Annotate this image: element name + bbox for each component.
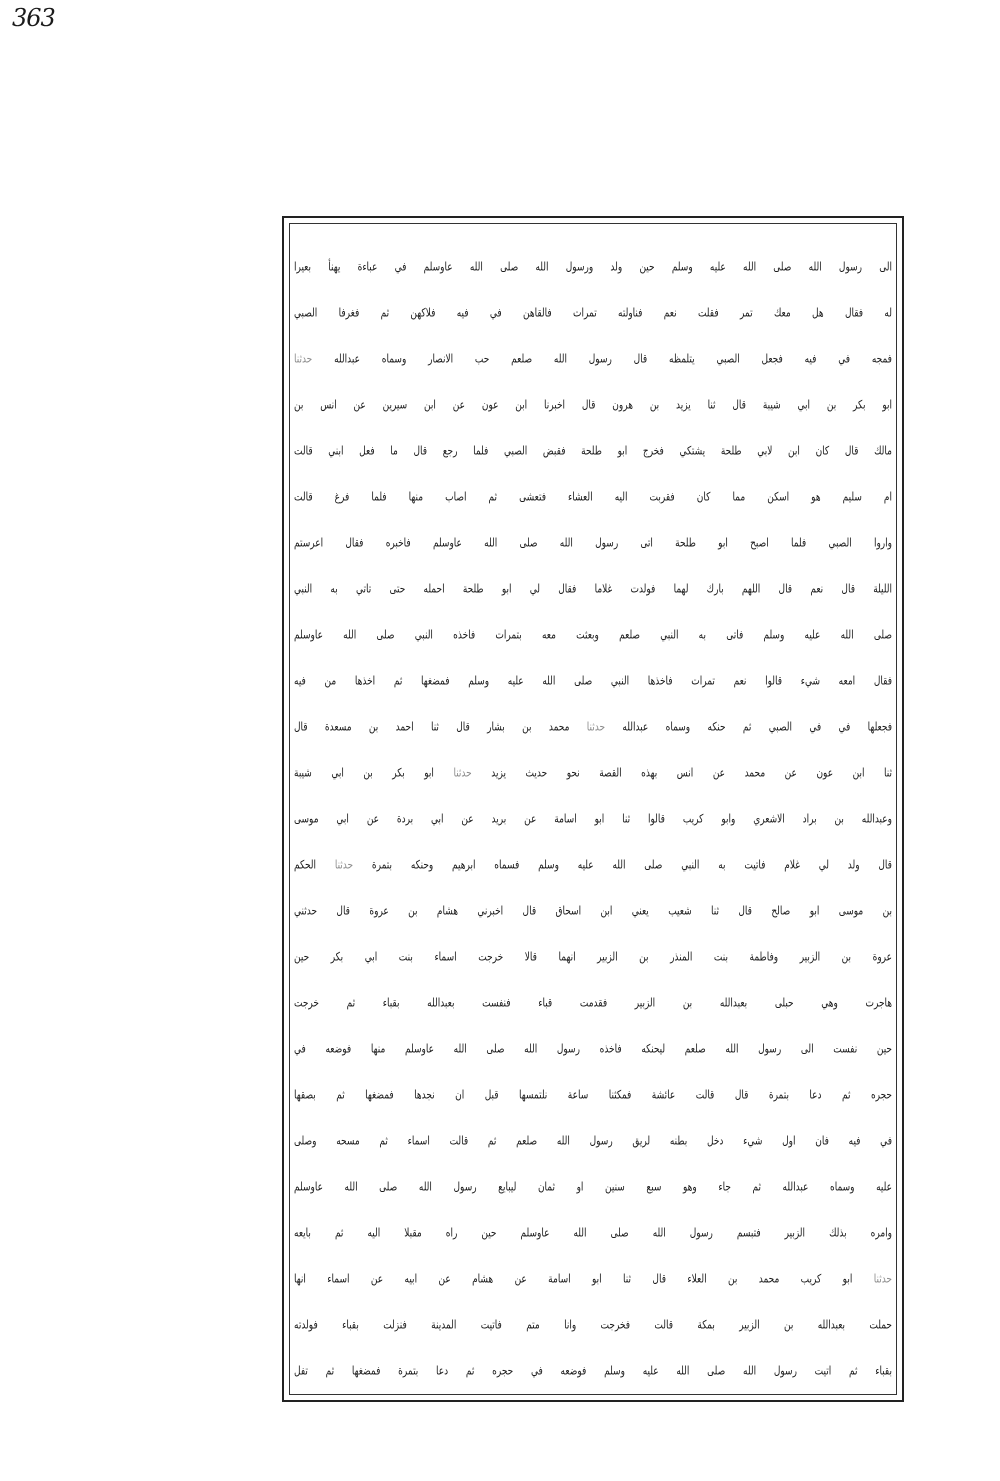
text-segment: في فيه فان اول شيء دخل بطنه لريق رسول الله صلعم ثم قالت اسماء ثم مسحه وصلى [294,1135,892,1149]
text-segment: حين نفست الى رسول الله صلعم ليحنكه فاخذه رسول الله صلى الله عاوسلم منها فوضعه في [294,1043,892,1057]
manuscript-line-text [294,629,892,642]
text-segment: ام سليم هو اسكن مما كان فقربت اليه العشاء فتعشى ثم اصاب منها فلما فرغ قالت [294,491,892,505]
rubric-haddathana: حدثنا [873,1273,892,1287]
manuscript-line-text [294,905,892,918]
text-segment: عليه وسماه عبدالله ثم جاء وهو سبع سنين او ثمان ليبايع رسول الله صلى الله عاوسلم [294,1181,892,1195]
manuscript-line-text [294,813,892,826]
text-segment: محمد بن بشار قال ثنا احمد بن مسعدة قال [294,721,570,735]
manuscript-line-text [294,1181,892,1194]
text-segment: بن موسى ابو صالح قال ثنا شعيب يعني ابن اسحاق قال اخبرني هشام بن عروة قال حدثني [294,905,892,919]
manuscript-line-text [294,951,892,964]
text-segment: حجره ثم دعا بتمرة قال قالت عائشة فمكثنا ساعة نلتمسها قبل ان نجدها فمضغها ثم بصقها [294,1089,892,1103]
text-segment: وامره بذلك الزبير فتبسم رسول الله صلى الله عاوسلم حين راه مقبلا اليه ثم بايعه [294,1227,892,1241]
manuscript-line-text [294,261,892,274]
text-segment: واروا الصبي فلما اصبح ابو طلحة اتى رسول الله صلى الله عاوسلم فاخبره فقال اعرستم [294,537,892,551]
text-segment: فجعلها في في الصبي ثم حنكه وسماه عبدالله [622,721,892,735]
text-segment: قال ولد لي غلام فاتيت به النبي صلى الله عليه وسلم فسماه ابرهيم وحنكه بتمرة [371,859,892,873]
manuscript-line-text [294,1273,892,1286]
manuscript-line-text [294,1043,892,1056]
page-number: 363 [12,4,55,32]
manuscript-line [294,1338,892,1398]
manuscript-line-text [294,1319,892,1332]
manuscript-line-text [294,997,892,1010]
manuscript-line-text [294,307,892,320]
rubric-haddathana: حدثنا [334,859,354,873]
text-segment: ابو بكر بن ابي شيبة [294,767,434,781]
manuscript-line-text [294,537,892,550]
rubric-haddathana: حدثنا [453,767,472,781]
rubric-haddathana: حدثنا [586,721,606,735]
text-segment: الحكم [294,859,317,873]
text-segment: الليلة قال نعم قال اللهم بارك لهما فولدت غلاما فقال لي ابو طلحة احمله حتى تاتي به النبي [294,583,892,597]
text-frame-inner-rule [289,223,897,1395]
manuscript-line-text [294,675,892,688]
text-segment: فقال امعه شيء قالوا نعم تمرات فاخذها النبي صلى الله عليه وسلم فمضغها ثم اخذها من فيه [294,675,892,689]
text-segment: صلى الله عليه وسلم فاتى به النبي صلعم وبعثت معه بتمرات فاخذه النبي صلى الله عاوسلم [294,629,892,643]
text-segment: ابو بكر بن ابي شيبة قال ثنا يزيد بن هرون قال اخبرنا ابن عون عن ابن سيرين عن انس بن [294,399,892,413]
manuscript-line-text [294,1227,892,1240]
text-segment: له فقال هل معك تمر فقلت نعم فناولته تمرات فالقاهن في فيه فلاكهن ثم فغرفا الصبي [294,307,892,321]
manuscript-line-text [294,767,892,780]
text-segment: وعبدالله بن براد الاشعري وابو كريب قالوا ثنا ابو اسامة عن بريد عن ابي بردة عن ابي موسى [294,813,892,827]
text-segment: ثنا ابن عون عن محمد عن انس بهذه القصة نحو حديث يزيد [491,767,892,781]
text-segment: مالك قال كان ابن لابي طلحة يشتكي فخرج ابو طلحة فقبض الصبي فلما رجع قال ما فعل ابني قالت [294,445,892,459]
text-segment: ابو كريب محمد بن العلاء قال ثنا ابو اسامة عن هشام عن ابيه عن اسماء انها [294,1273,853,1287]
manuscript-line-text [294,583,892,596]
text-frame [282,216,904,1402]
text-segment: حملت بعبدالله بن الزبير بمكة قالت فخرجت وانا متم فاتيت المدينة فنزلت بقباء فولدته [294,1319,892,1333]
manuscript-line-text [294,1089,892,1102]
manuscript-line-text [294,1365,892,1378]
manuscript-line-text [294,353,892,366]
rubric-haddathana: حدثنا [294,353,313,367]
manuscript-line-text [294,399,892,412]
text-segment: عروة بن الزبير وفاطمة بنت المنذر بن الزبير انهما قالا خرجت اسماء بنت ابي بكر حين [294,951,892,965]
manuscript-line-text [294,859,892,872]
manuscript-text-block [294,241,892,1391]
manuscript-line-text [294,721,892,734]
text-segment: فمجه في فيه فجعل الصبي يتلمظه قال رسول الله صلعم حب الانصار وسماه عبدالله [334,353,892,367]
text-segment: بقباء ثم اتيت رسول الله صلى الله عليه وسلم فوضعه في حجره ثم دعا بتمرة فمضغها ثم تفل [294,1365,892,1379]
text-segment: الى رسول الله صلى الله عليه وسلم حين ولد ورسول الله صلى الله عاوسلم في عباءة يهنأ بعيرا [294,261,892,275]
text-segment: هاجرت وهي حبلى بعبدالله بن الزبير فقدمت قباء فنفست بعبدالله بقباء ثم خرجت [294,997,892,1011]
manuscript-line-text [294,491,892,504]
manuscript-line-text [294,445,892,458]
manuscript-line-text [294,1135,892,1148]
